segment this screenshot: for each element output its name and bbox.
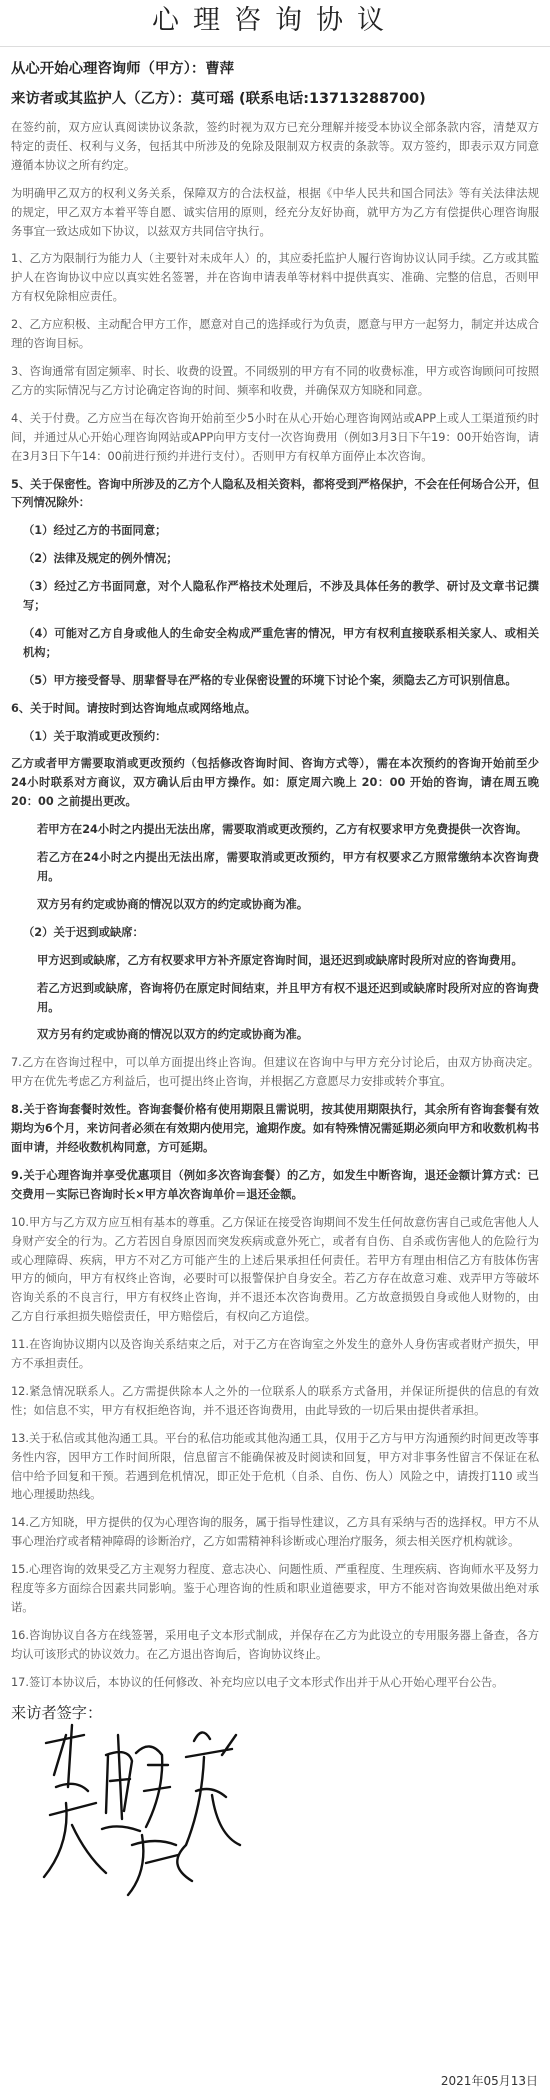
clause-6-heading: 6、关于时间。请按时到达咨询地点或网络地点。 xyxy=(11,701,257,715)
clause-15: 15.心理咨询的效果受乙方主观努力程度、意志决心、问题性质、严重程度、生理疾病、咨询师水平及努力程度等多方面综合因素共同影响。鉴于心理咨询的性质和职业道德要求，甲方不能对咨询效果做出绝对承诺。 xyxy=(11,1563,539,1614)
clause-2: 2、乙方应积极、主动配合甲方工作，愿意对自己的选择或行为负责，愿意与甲方一起努力，制定并达成合理的咨询目标。 xyxy=(11,318,539,351)
page-title: 心理咨询协议 xyxy=(0,0,550,47)
clause-6-sub-2-text-a: 甲方迟到或缺席，乙方有权要求甲方补齐原定咨询时间，退还迟到或缺席时段所对应的咨询费用。 xyxy=(37,953,523,967)
clause-5-item-3: （3）经过乙方书面同意，对个人隐私作严格技术处理后，不涉及具体任务的教学、研讨及文章书记撰写； xyxy=(23,580,539,613)
clause-5-item-2: （2）法律及规定的例外情况； xyxy=(23,552,178,566)
clause-4: 4、关于付费。乙方应当在每次咨询开始前至少5小时在从心开始心理咨询网站或APP上或人工渠道预约时间，并通过从心开始心理咨询网站或APP向甲方支付一次咨询费用（例如3月3日下午19：00开始咨询，请在3月3日下午14：00前进行预约并进行支付）。否则甲方有权单方面停止本次咨询。 xyxy=(11,411,539,463)
clause-13: 13.关于私信或其他沟通工具。平台的私信功能或其他沟通工具，仅用于乙方与甲方沟通预约时间更改等事务性内容，因甲方工作时间所限，信息留言不能确保被及时阅读和回复，甲方对非事务性留言不保证在私信中给予回复和干预。若遇到危机情况，即正处于危机（自杀、自伤、伤人）风险之中，请拨打110 或当地心理援助热线。 xyxy=(11,1431,539,1502)
clause-6-sub-1-heading: （1）关于取消或更改预约： xyxy=(23,729,167,743)
clause-16: 16.咨询协议自各方在线签署，采用电子文本形式制成，并保存在乙方为此设立的专用服务器上备查，各方均认可该形式的协议效力。在乙方退出咨询后，咨询协议终止。 xyxy=(11,1628,539,1661)
signature-label: 来访者签字： xyxy=(11,1703,103,1722)
clause-6-sub-1-text-c: 若乙方在24小时之内提出无法出席，需要取消或更改预约，甲方有权要求乙方照常缴纳本次咨询费用。 xyxy=(37,851,539,883)
clause-5-item-1: （1）经过乙方的书面同意； xyxy=(23,524,167,538)
clause-5-item-5: （5）甲方接受督导、朋辈督导在严格的专业保密设置的环境下讨论个案，须隐去乙方可识别信息。 xyxy=(23,673,517,687)
clause-3: 3、咨询通常有固定频率、时长、收费的设置。不同级别的甲方有不同的收费标准，甲方或咨询顾问可按照乙方的实际情况与乙方讨论确定咨询的时间、频率和收费，并确保双方知晓和同意。 xyxy=(11,364,539,397)
clause-6-sub-1-text-d: 双方另有约定或协商的情况以双方的约定或协商为准。 xyxy=(37,897,309,911)
clause-11: 11.在咨询协议期内以及咨询关系结束之后，对于乙方在咨询室之外发生的意外人身伤害或者财产损失，甲方不承担责任。 xyxy=(11,1338,539,1371)
clause-6-sub-2-heading: （2）关于迟到或缺席： xyxy=(23,925,144,939)
intro-paragraph-2: 为明确甲乙双方的权利义务关系，保障双方的合法权益，根据《中华人民共和国合同法》等有关法律法规的规定，甲乙双方本着平等自愿、诚实信用的原则，经充分友好协商，就甲方为乙方有偿提供心理咨询服务事宜一致达成如下协议，以兹双方共同信守执行。 xyxy=(11,186,539,238)
clause-9: 9.关于心理咨询并享受优惠项目（例如多次咨询套餐）的乙方，如发生中断咨询，退还金额计算方式：已交费用－实际已咨询时长×甲方单次咨询单价＝退还金额。 xyxy=(11,1168,539,1201)
clause-6-sub-1-text-b: 若甲方在24小时之内提出无法出席，需要取消或更改预约，乙方有权要求甲方免费提供一次咨询。 xyxy=(37,823,528,837)
intro-paragraph-1: 在签约前，双方应认真阅读协议条款，签约时视为双方已充分理解并接受本协议全部条款内容，清楚双方特定的责任、权利与义务，包括其中所涉及的免除及限制双方权责的条款等。双方签约，即表示双方同意遵循本协议之所有约定。 xyxy=(11,121,539,172)
clause-5-item-4: （4）可能对乙方自身或他人的生命安全构成严重危害的情况，甲方有权利直接联系相关家人、或相关机构； xyxy=(23,626,539,659)
clause-6-sub-2-text-c: 双方另有约定或协商的情况以双方的约定或协商为准。 xyxy=(37,1028,309,1042)
clause-8: 8.关于咨询套餐时效性。咨询套餐价格有使用期限且需说明，按其使用期限执行，其余所有咨询套餐有效期均为6个月，来访问者必须在有效期内使用完，逾期作废。如有特殊情况需延期必须向甲方和收数机构书面申请，并经收数机构同意，方可延期。 xyxy=(11,1103,539,1154)
clause-14: 14.乙方知晓，甲方提供的仅为心理咨询的服务，属于指导性建议，乙方具有采纳与否的选择权。甲方不从事心理治疗或者精神障碍的诊断治疗，乙方如需精神科诊断或心理治疗服务，须去相关医疗机构就诊。 xyxy=(11,1516,539,1549)
clause-17: 17.签订本协议后，本协议的任何修改、补充均应以电子文本形式作出并于从心开始心理平台公告。 xyxy=(11,1675,504,1689)
sign-date: 2021年05月13日 xyxy=(440,2074,538,2088)
clause-5-heading: 5、关于保密性。咨询中所涉及的乙方个人隐私及相关资料，都将受到严格保护，不会在任何场合公开，但下列情况除外： xyxy=(11,477,539,510)
clause-10: 10.甲方与乙方双方应互相有基本的尊重。乙方保证在接受咨询期间不发生任何故意伤害自己或危害他人人身财产安全的行为。乙方若因自身原因而突发疾病或意外死亡，或者有自伤、自杀或伤害他人的危险行为或心理障碍、疾病，甲方不对乙方可能产生的上述后果承担任何责任。若甲方有理由相信乙方有肢体伤害甲方的倾向，甲方有权终止咨询，必要时可以报警保护自身安全。若乙方存在故意习难、戏弄甲方等破坏咨询关系的不良言行，甲方有权终止咨询，并不退还本次咨询费用。乙方故意损毁自身或他人财物的，由乙方自行承担损失赔偿责任，甲方赔偿后，有权向乙方追偿。 xyxy=(11,1215,539,1324)
party-b-line: 来访者或其监护人（乙方）：莫可瑶 (联系电话:13713288700) xyxy=(11,91,426,107)
party-a-line: 从心开始心理咨询师（甲方）：曹萍 xyxy=(11,61,235,77)
clause-12: 12.紧急情况联系人。乙方需提供除本人之外的一位联系人的联系方式备用，并保证所提供的信息的有效性；如信息不实，甲方有权拒绝咨询，并不退还咨询费用，由此导致的一切后果由提供者承担。 xyxy=(11,1384,539,1417)
clause-7: 7.乙方在咨询过程中，可以单方面提出终止咨询。但建议在咨询中与甲方充分讨论后，由双方协商决定。甲方在优先考虑乙方利益后，也可提出终止咨询，并根据乙方意愿尽力安排或转介事宜。 xyxy=(11,1056,539,1089)
clause-1: 1、乙方为限制行为能力人（主要针对未成年人）的，其应委托监护人履行咨询协议认同手续。乙方或其監护人在咨询协议中应以真实姓名签署，并在咨询申请表单等材料中提供真实、准确、完整的信息，否则甲方有权免除相应责任。 xyxy=(11,252,539,304)
clause-6-sub-1-text-a: 乙方或者甲方需要取消或更改预约（包括修改咨询时间、咨询方式等），需在本次预约的咨询开始前至少24小时联系对方商议，双方确认后由甲方操作。如：原定周六晚上 20：00 开始的咨询，请在周五晚 20：00 之前提出更改。 xyxy=(11,757,539,809)
handwritten-signature xyxy=(36,1695,256,1900)
clause-6-sub-2-text-b: 若乙方迟到或缺席，咨询将仍在原定时间结束，并且甲方有权不退还迟到或缺席时段所对应的咨询费用。 xyxy=(37,981,539,1014)
